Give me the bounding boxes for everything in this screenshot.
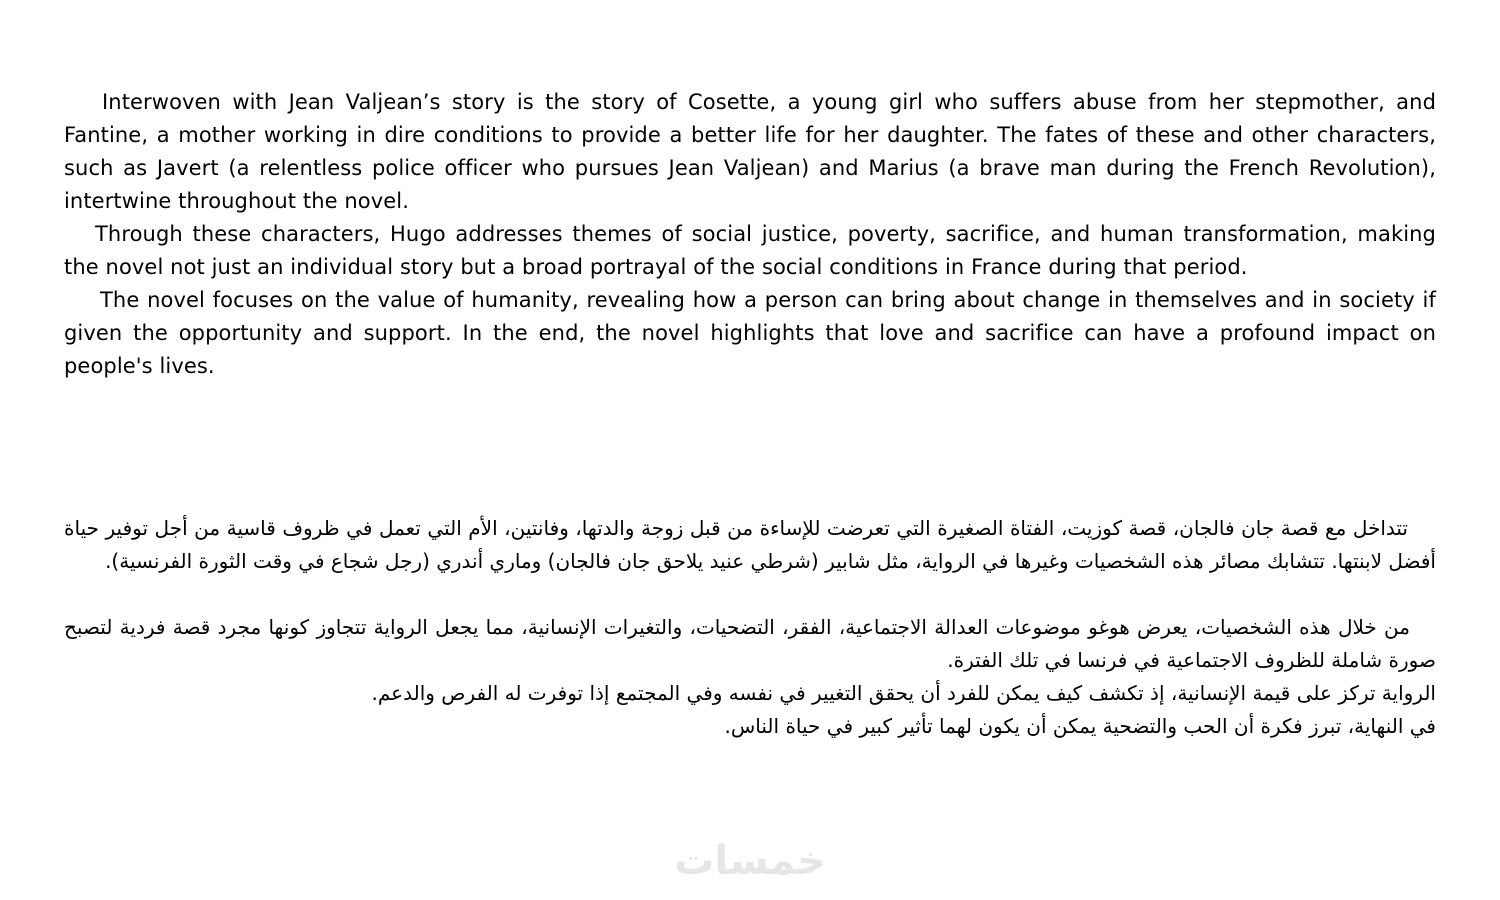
document-page [64, 0, 1436, 900]
english-text-section [64, 86, 1436, 383]
arabic-paragraph-2: من خلال هذه الشخصيات، يعرض هوغو موضوعات العدالة الاجتماعية، الفقر، التضحيات، والتغيرات الإنسانية، مما يجعل الرواية تتجاوز كونها مجرد قصة فردية لتصبح صورة شاملة للظروف الاجتماعية في فرنسا في تلك الفترة. [64, 615, 1436, 672]
english-paragraph-1: Interwoven with Jean Valjean’s story is the story of Cosette, a young girl who suffers abuse from her stepmother, and Fantine, a mother working in dire conditions to provide a better life for her daughter. The fates of these and other characters, such as Javert (a relentless police officer who pursues Jean Valjean) and Marius (a brave man during the French Revolution), intertwine throughout the novel. [64, 90, 1436, 213]
english-paragraph-2: Through these characters, Hugo addresses themes of social justice, poverty, sacrifice, and human transformation, making the novel not just an individual story but a broad portrayal of the social conditions in France during that period. [64, 222, 1436, 279]
arabic-paragraph-4: في النهاية، تبرز فكرة أن الحب والتضحية يمكن أن يكون لهما تأثير كبير في حياة الناس. [724, 714, 1436, 738]
arabic-paragraph-3: الرواية تركز على قيمة الإنسانية، إذ تكشف كيف يمكن للفرد أن يحقق التغيير في نفسه وفي المجتمع إذا توفرت له الفرص والدعم. [371, 681, 1436, 705]
arabic-paragraph-1: تتداخل مع قصة جان فالجان، قصة كوزيت، الفتاة الصغيرة التي تعرضت للإساءة من قبل زوجة والدتها، وفانتين، الأم التي تعمل في ظروف قاسية من أجل توفير حياة أفضل لابنتها. تتشابك مصائر هذه الشخصيات وغيرها في الرواية، مثل شابير (شرطي عنيد يلاحق جان فالجان) وماري أندري (رجل شجاع في وقت الثورة الفرنسية). [64, 516, 1436, 573]
english-paragraph-3: The novel focuses on the value of humanity, revealing how a person can bring about change in themselves and in society if given the opportunity and support. In the end, the novel highlights that love and sacrifice can have a profound impact on people's lives. [64, 288, 1436, 378]
arabic-text-section [64, 512, 1436, 743]
khamsat-watermark-logo: خمسات [674, 838, 826, 884]
